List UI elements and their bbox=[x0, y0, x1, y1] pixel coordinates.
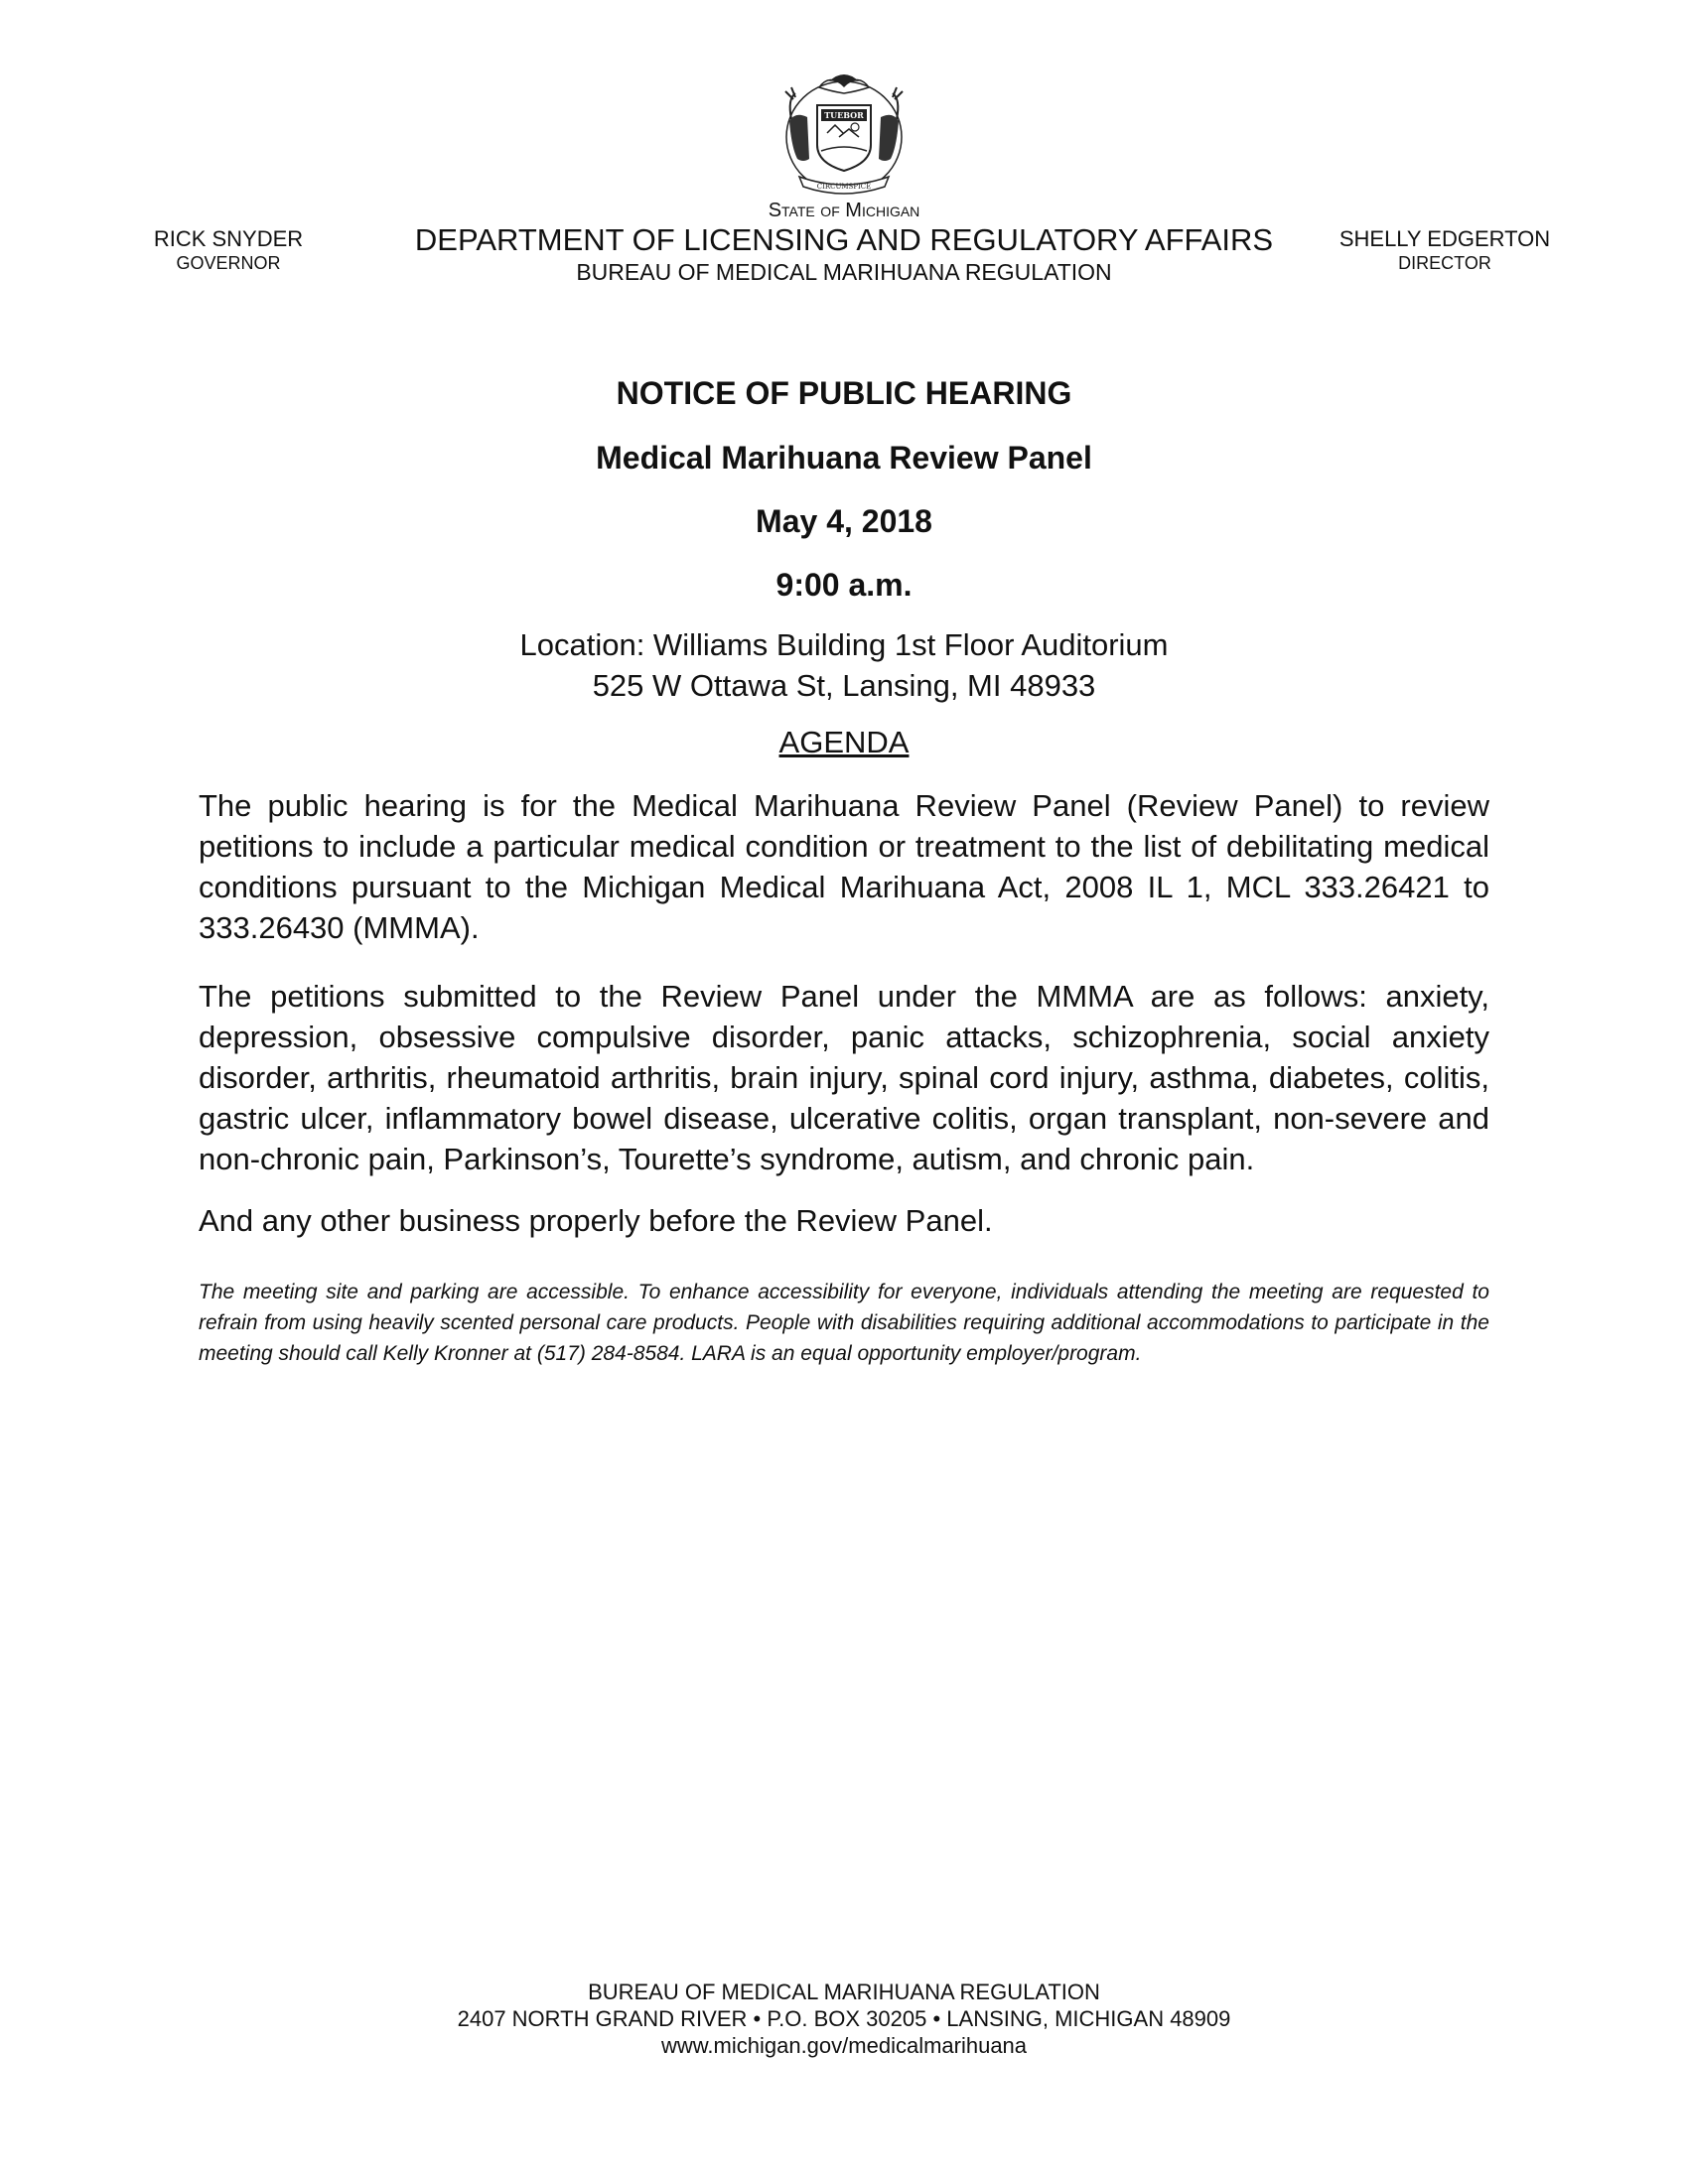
department-name: DEPARTMENT OF LICENSING AND REGULATORY AFFAIRS bbox=[414, 222, 1274, 257]
other-business-paragraph: And any other business properly before the Review Panel. bbox=[199, 1203, 993, 1238]
director-block bbox=[1311, 226, 1579, 274]
governor-name: RICK SNYDER bbox=[153, 226, 304, 251]
location-building: Location: Williams Building 1st Floor Auditorium bbox=[519, 627, 1169, 662]
state-name: State of Michigan bbox=[768, 200, 920, 221]
seal-banner: CIRCUMSPICE bbox=[816, 183, 872, 191]
location bbox=[149, 624, 1539, 706]
governor-block bbox=[109, 226, 348, 274]
hearing-time: 9:00 a.m. bbox=[775, 567, 913, 603]
notice-title: NOTICE OF PUBLIC HEARING bbox=[616, 375, 1072, 411]
governor-title: GOVERNOR bbox=[176, 253, 281, 273]
footer-address: 2407 NORTH GRAND RIVER • P.O. BOX 30205 • LANSING, MICHIGAN 48909 bbox=[457, 2006, 1231, 2031]
seal-motto: TUEBOR bbox=[824, 110, 864, 120]
michigan-state-seal bbox=[770, 60, 918, 199]
director-title: DIRECTOR bbox=[1398, 253, 1491, 273]
purpose-paragraph: The public hearing is for the Medical Marihuana Review Panel (Review Panel) to review petitions to include a particular medical condition or treatment to the list of debilitating medical conditions pursuant to the Michigan Medical Marihuana Act, 2008 IL 1, MCL 333.26421 to 333.26430 (MMMA). bbox=[199, 788, 1489, 945]
location-address: 525 W Ottawa St, Lansing, MI 48933 bbox=[592, 668, 1096, 703]
footer-website: www.michigan.gov/medicalmarihuana bbox=[660, 2033, 1028, 2058]
footer-bureau: BUREAU OF MEDICAL MARIHUANA REGULATION bbox=[588, 1979, 1100, 2004]
hearing-date: May 4, 2018 bbox=[756, 503, 932, 539]
letterhead bbox=[357, 199, 1331, 286]
bureau-name: BUREAU OF MEDICAL MARIHUANA REGULATION bbox=[576, 259, 1112, 285]
panel-name: Medical Marihuana Review Panel bbox=[596, 440, 1092, 476]
petitions-paragraph: The petitions submitted to the Review Panel under the MMMA are as follows: anxiety, depression, obsessive compulsive disorder, panic attacks, schizophrenia, social anxiety disorder, arthritis, rheumatoid arthritis, brain injury, spinal cord injury, asthma, diabetes, colitis, gastric ulcer, inflammatory bowel disease, ulcerative colitis, organ transplant, non-severe and non-chronic pain, Parkinson’s, Tourette’s syndrome, autism, and chronic pain. bbox=[199, 979, 1489, 1176]
footer bbox=[149, 1979, 1539, 2059]
accessibility-note: The meeting site and parking are accessible. To enhance accessibility for everyone, individuals attending the meeting are requested to refrain from using heavily scented personal care products. People with disabilities requiring additional accommodations to participate in the meeting should call Kelly Kronner at (517) 284-8584. LARA is an equal opportunity employer/program. bbox=[199, 1281, 1489, 1365]
agenda-heading: AGENDA bbox=[778, 725, 910, 759]
director-name: SHELLY EDGERTON bbox=[1338, 226, 1551, 251]
